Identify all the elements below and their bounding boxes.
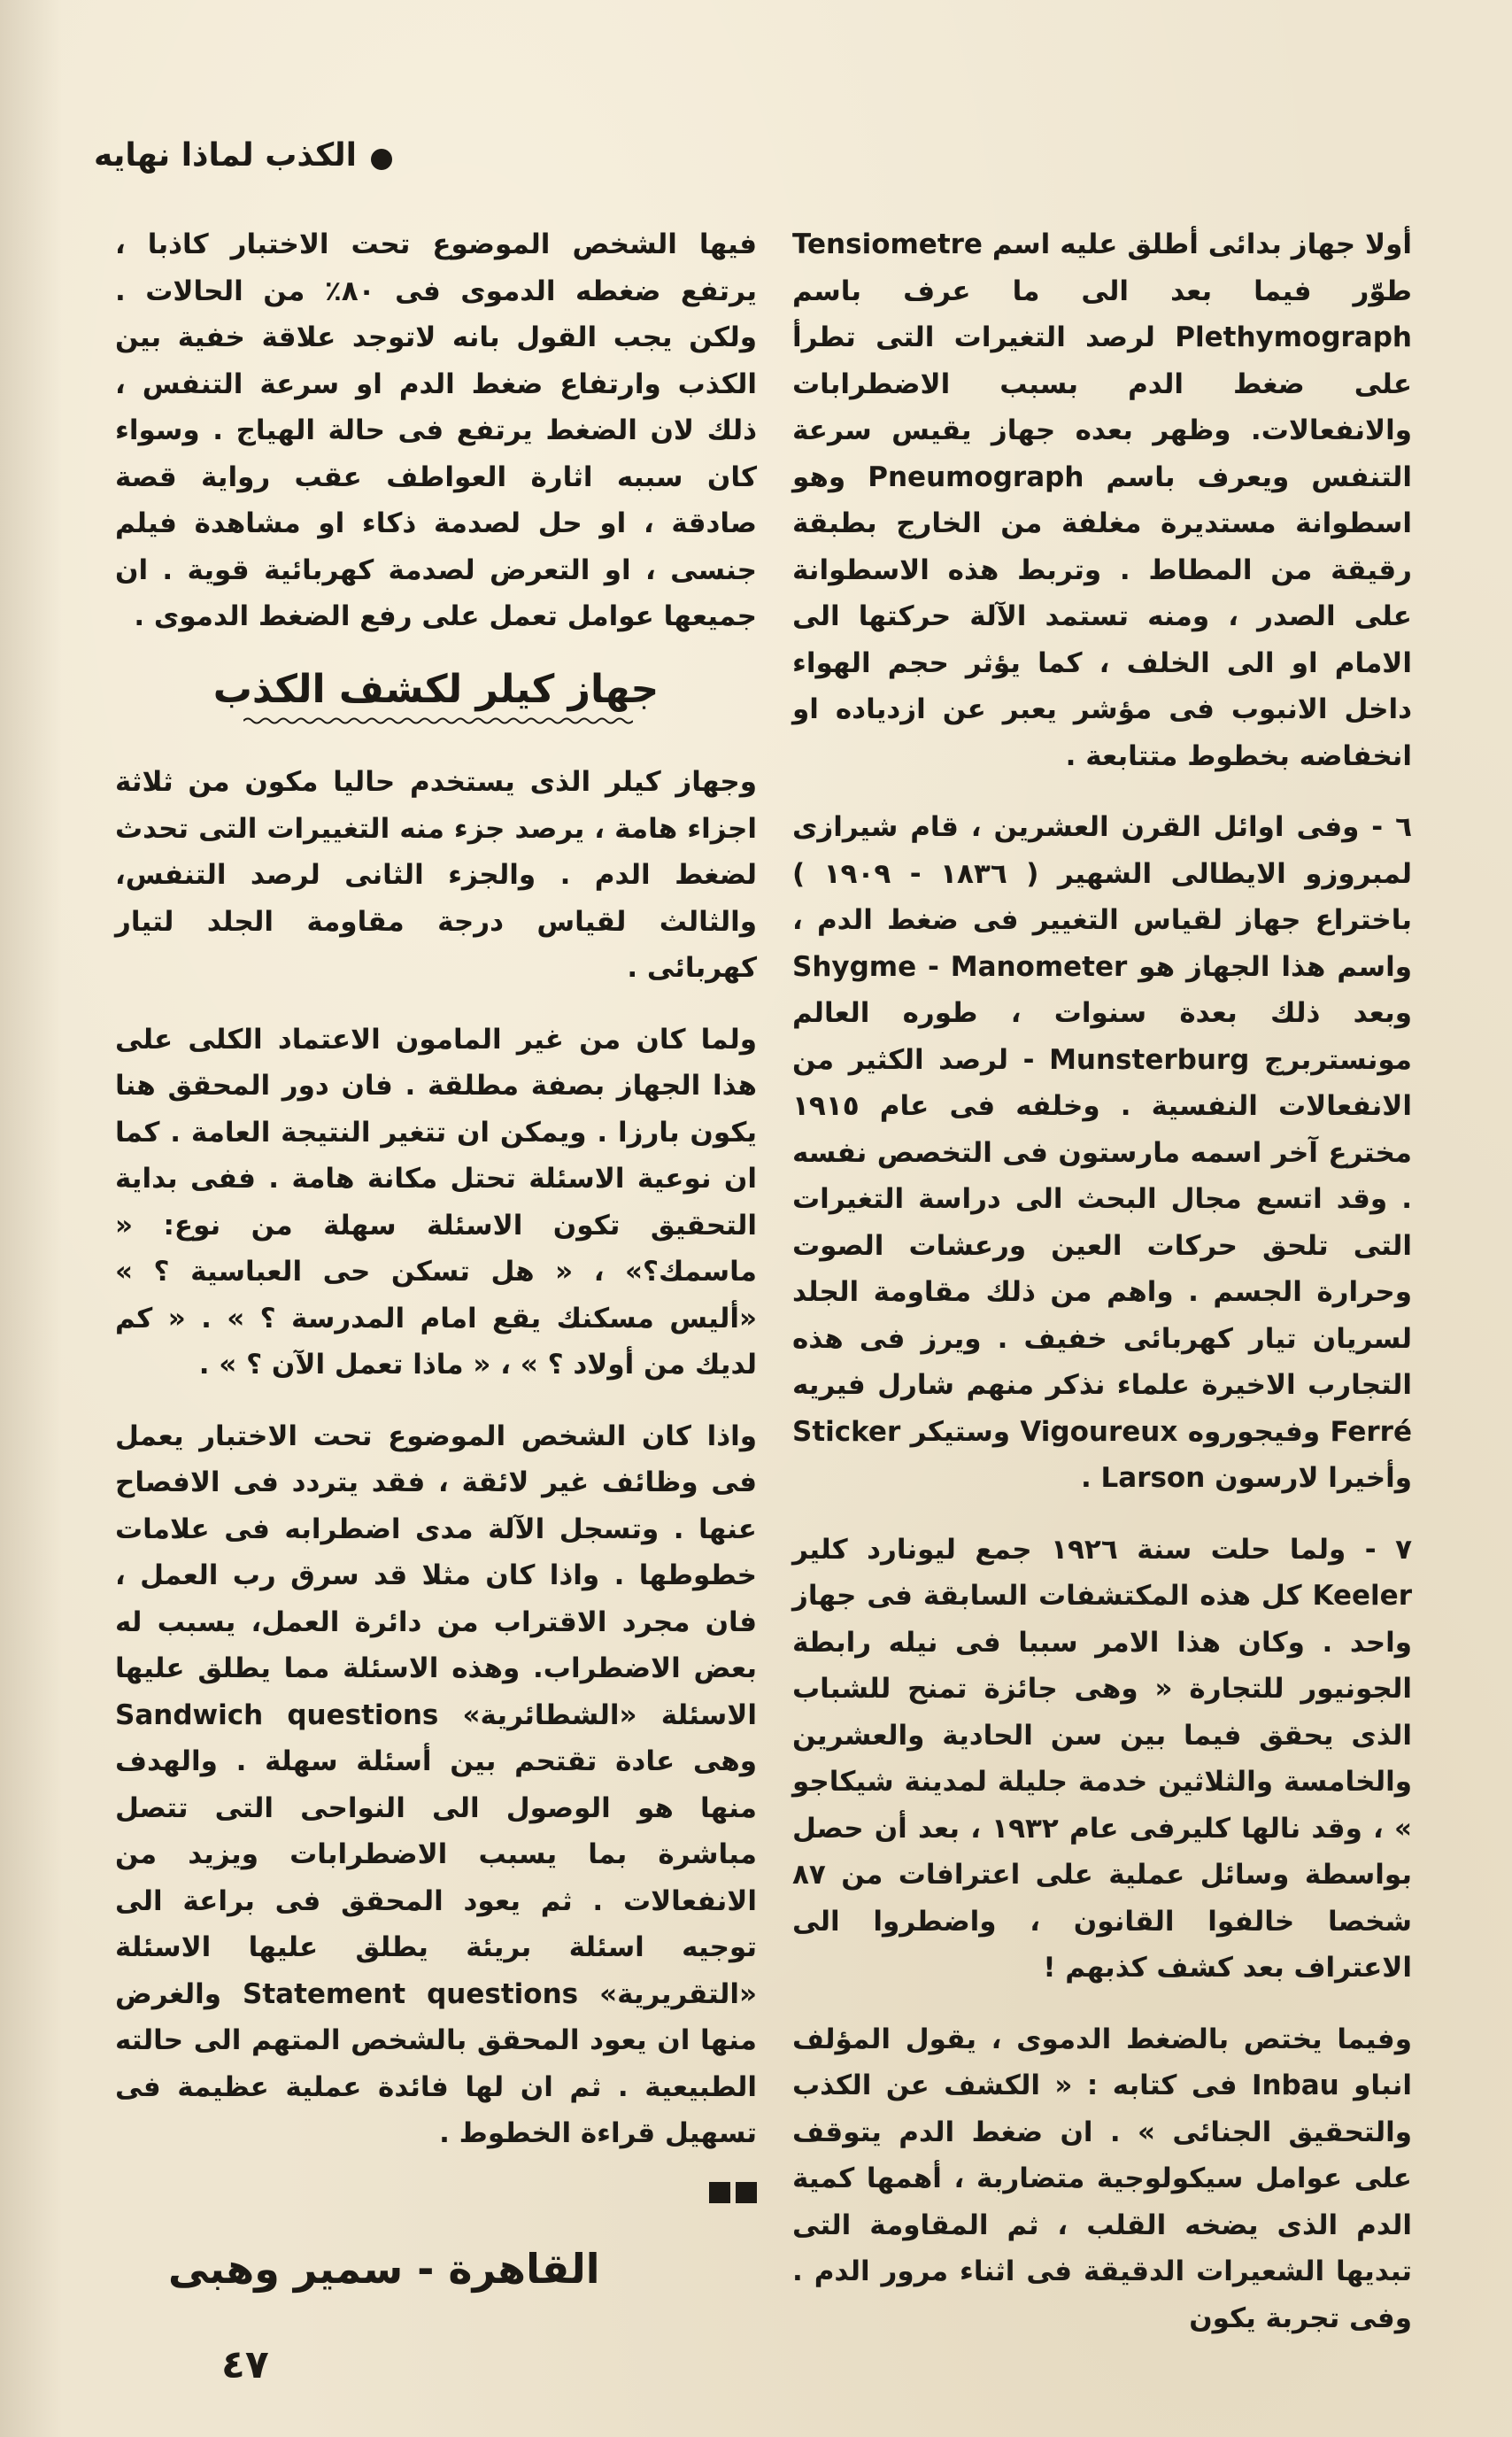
paragraph: فيها الشخص الموضوع تحت الاختبار كاذبا ، يرتفع ضغطه الدموى فى ٨٠٪ من الحالات . ولكن يجب القول بانه لاتوجد علاقة خفية بين الكذب وارتفاع ضغط الدم او سرعة التنفس ، ذلك لان الضغط يرتفع فى حالة الهياج . وسواء كان سببه اثارة العواطف عقب رواية قصة صادقة ، او حل لصدمة ذكاء او مشاهدة فيلم جنسى ، او التعرض لصدمة كهربائية قوية . ان جميعها عوامل تعمل على رفع الضغط الدموى . (115, 228, 757, 632)
paragraph: وجهاز كيلر الذى يستخدم حاليا مكون من ثلاثة اجزاء هامة ، يرصد جزء منه التغييرات التى تحدث لضغط الدم . والجزء الثانى لرصد التنفس، والثالث لقياس درجة مقاومة الجلد لتيار كهربائى . (115, 766, 757, 984)
binding-shadow (0, 0, 62, 2437)
wavy-underline-icon (243, 716, 633, 725)
paragraph: وفيما يختص بالضغط الدموى ، يقول المؤلف انباو Inbau فى كتابه : « الكشف عن الكذب والتحقيق الجنائى » . ان ضغط الدم يتوقف على عوامل سيكولوجية متضاربة ، أهمها كمية الدم الذى يضخه القلب ، ثم المقاومة التى تبديها الشعيرات الدقيقة فى اثناء مرور الدم . وفى تجربة يكون (792, 2023, 1412, 2334)
paragraph: ٧ - ولما حلت سنة ١٩٢٦ جمع ليونارد كلير Keeler كل هذه المكتشفات السابقة فى جهاز واحد . وكان هذا الامر سببا فى نيله رابطة الجونيور للتجارة « وهى جائزة تمنح للشباب الذى يحقق فيما بين سن الحادية والعشرين والخامسة والثلاثين خدمة جليلة لمدينة شيكاجو » ، وقد نالها كليرفى عام ١٩٣٢ ، بعد أن حصل بواسطة وسائل عملية على اعترافات من ٨٧ شخصا خالفوا القانون ، واضطروا الى الاعتراف بعد كشف كذبهم ! (792, 1533, 1412, 1984)
article-end-mark-icon (115, 2182, 757, 2203)
left-column (115, 221, 757, 2203)
header-bullet-icon (371, 149, 392, 170)
section-heading (115, 667, 757, 726)
paragraph: ولما كان من غير المامون الاعتماد الكلى على هذا الجهاز بصفة مطلقة . فان دور المحقق هنا يكون بارزا . ويمكن ان تتغير النتيجة العامة . كما ان نوعية الاسئلة تحتل مكانة هامة . ففى بداية التحقيق تكون الاسئلة سهلة من نوع: « ماسمك؟» ، « هل تسكن حى العباسية ؟ » «أليس مسكنك يقع امام المدرسة ؟ » . « كم لديك من أولاد ؟ » ، « ماذا تعمل الآن ؟ » . (115, 1023, 757, 1381)
section-heading-text: جهاز كيلر لكشف الكذب (212, 666, 660, 712)
right-column (792, 221, 1412, 2366)
paragraph: أولا جهاز بدائى أطلق عليه اسم Tensiometre طوّر فيما بعد الى ما عرف باسم Plethymograph لرصد التغيرات التى تطرأ على ضغط الدم بسبب الاضطرابات والانفعالات. وظهر بعده جهاز يقيس سرعة التنفس ويعرف باسم Pneumograph وهو اسطوانة مستديرة مغلفة من الخارج بطبقة رقيقة من المطاط . وتربط هذه الاسطوانة على الصدر ، ومنه تستمد الآلة حركتها الى الامام او الى الخلف ، كما يؤثر حجم الهواء داخل الانبوب فى مؤشر يعبر عن ازدياده او انخفاضه بخطوط متتابعة . (792, 228, 1412, 772)
author-signature: القاهرة - سمير وهبى (168, 2245, 600, 2293)
page-header (0, 133, 1512, 186)
running-title: الكذب لماذا نهايه (94, 137, 357, 174)
page-number: ٤٧ (221, 2342, 269, 2387)
paragraph: ٦ - وفى اوائل القرن العشرين ، قام شيرازى لمبروزو الايطالى الشهير ( ١٨٣٦ - ١٩٠٩ ) باختراع جهاز لقياس التغيير فى ضغط الدم ، واسم هذا الجهاز هو Shygme - Manometer وبعد ذلك بعدة سنوات ، طوره العالم مونستربرج Munsterburg - لرصد الكثير من الانفعالات النفسية . وخلفه فى عام ١٩١٥ مخترع آخر اسمه مارستون فى التخصص نفسه . وقد اتسع مجال البحث الى دراسة التغيرات التى تلحق حركات العين ورعشات الصوت وحرارة الجسم . واهم من ذلك مقاومة الجلد لسريان تيار كهربائى خفيف . ويرز فى هذه التجارب الاخيرة علماء نذكر منهم شارل فيريه Ferré وفيجوروه Vigoureux وستيكر Sticker وأخيرا لارسون Larson . (792, 811, 1412, 1494)
paragraph: واذا كان الشخص الموضوع تحت الاختبار يعمل فى وظائف غير لائقة ، فقد يتردد فى الافصاح عنها . وتسجل الآلة مدى اضطرابه فى علامات خطوطها . واذا كان مثلا قد سرق رب العمل ، فان مجرد الاقتراب من دائرة العمل، يسبب له بعض الاضطراب. وهذه الاسئلة مما يطلق عليها الاسئلة «الشطائرية» Sandwich questions وهى عادة تقتحم بين أسئلة سهلة . والهدف منها هو الوصول الى النواحى التى تتصل مباشرة بما يسبب الاضطرابات ويزيد من الانفعالات . ثم يعود المحقق فى براعة الى توجيه اسئلة بريئة يطلق عليها الاسئلة «التقريرية» Statement questions والغرض منها ان يعود المحقق بالشخص المتهم الى حالته الطبيعية . ثم ان لها فائدة عملية عظيمة فى تسهيل قراءة الخطوط . (115, 1420, 757, 2149)
